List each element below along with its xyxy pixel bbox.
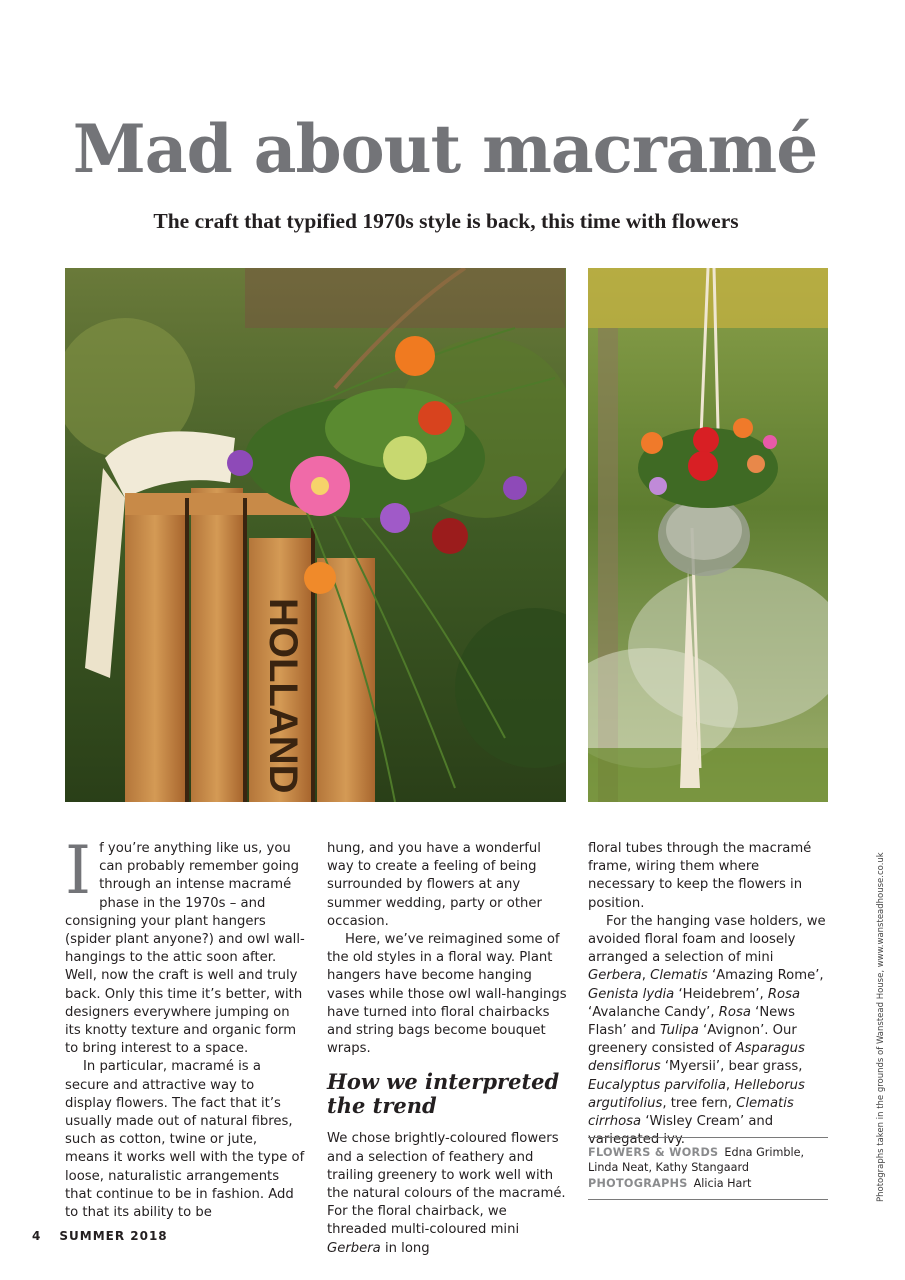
plant-name-italic: Eucalyptus parvifolia <box>588 1077 726 1093</box>
plant-name-italic: Tulipa <box>659 1023 699 1039</box>
intro-paragraph: If you’re anything like us, you can probably remember going through an intense macramé phase in the 1970s – and consigning your plant hangers (spider plant anyone?) and owl wall-hangings to the attic soon after. Well, now the craft is well and truly back. Only this time it’s better, with designers everywhere jumping on its knotty texture and organic form to bring interest to a space. <box>65 832 305 1057</box>
hanging-vase-photo <box>588 268 828 802</box>
text-run: , <box>725 1077 735 1093</box>
hanging-vase-illustration <box>588 268 828 802</box>
plant-name-italic: Asparagus densiflorus <box>588 1041 805 1075</box>
plant-name-italic: Gerbera <box>588 968 642 984</box>
photo-location-credit: Photographs taken in the grounds of Wanstead House, www.wansteadhouse.co.uk <box>876 852 886 1202</box>
plant-name-italic: Rosa <box>718 1004 751 1020</box>
crate-bouquet-illustration <box>65 268 566 802</box>
crate-bouquet-photo <box>65 268 566 802</box>
article-column-3 <box>588 840 828 1149</box>
issue-label: SUMMER 2018 <box>59 1229 168 1243</box>
text-run: ‘Heidebrem’, <box>674 986 768 1002</box>
text-run: , tree fern, <box>662 1095 737 1111</box>
plant-name-italic: Genista lydia <box>588 986 675 1002</box>
crate-stamp-text: HOLLAND <box>261 598 305 794</box>
body-paragraph: hung, and you have a wonderful way to create a feeling of being surrounded by flowers at any summer wedding, party or other occasion. <box>327 841 542 929</box>
plant-name-italic: Rosa <box>767 986 801 1002</box>
text-run: ‘Wisley Cream’ and variegated ivy. <box>588 1114 774 1148</box>
page-subtitle: The craft that typified 1970s style is back, this time with flowers <box>153 209 739 233</box>
credit-label: PHOTOGRAPHS <box>588 1176 688 1190</box>
page-title: Mad about macramé <box>72 110 818 188</box>
credit-label: FLOWERS & WORDS <box>588 1146 719 1159</box>
credits-box <box>588 1137 828 1200</box>
photographs-credit: PHOTOGRAPHS Alicia Hart <box>588 1176 752 1190</box>
page-footer <box>32 1229 168 1243</box>
text-run: ‘News Flash’ and <box>588 1004 795 1039</box>
plant-name-italic: Clematis cirrhosa <box>588 1095 794 1130</box>
article-column-2 <box>327 840 568 1258</box>
text-run: ‘Amazing Rome’, <box>707 968 824 984</box>
text-run: ‘Avalanche Candy’, <box>588 1004 719 1020</box>
section-heading: How we interpreted the trend <box>327 1069 560 1119</box>
text-run: For the hanging vase holders, we avoided floral foam and loosely arranged a selection of mini <box>588 913 826 966</box>
article-column-1 <box>65 832 305 1222</box>
body-paragraph: floral tubes through the macramé frame, wiring them where necessary to keep the flowers in position. <box>588 841 812 911</box>
plant-name-italic: Helleborus argutifolius <box>588 1077 805 1111</box>
text-run: , <box>641 968 651 984</box>
plant-name-italic: Clematis <box>650 968 708 984</box>
body-paragraph: For the floral chairback, we threaded multi-coloured mini Gerbera in long <box>327 1204 520 1256</box>
flowers-credit: FLOWERS & WORDS Edna Grimble, Linda Neat, Kathy Stangaard <box>588 1146 805 1175</box>
drop-cap: I <box>65 832 92 909</box>
text-run: ‘Myersii’, bear grass, <box>660 1059 803 1075</box>
body-paragraph: Here, we’ve reimagined some of the old styles in a floral way. Plant hangers have become hanging vases while those owl wall-hangings have turned into floral chairbacks and string bags become bouquet wraps. <box>327 932 567 1057</box>
body-paragraph: In particular, macramé is a secure and attractive way to display flowers. The fact that it’s usually made out of natural fibres, such as cotton, twine or jute, means it works well with the type of loose, naturalistic arrangements that continue to be in fashion. Add to that its ability to be <box>65 1059 305 1221</box>
page-number: 4 <box>32 1229 42 1243</box>
text-run: ‘Avignon’. Our greenery consisted of <box>588 1023 797 1057</box>
body-paragraph: We chose brightly-coloured flowers and a selection of feathery and trailing greenery to work well with the natural colours of the macramé. <box>327 1131 566 1202</box>
body-paragraph <box>588 913 828 1150</box>
